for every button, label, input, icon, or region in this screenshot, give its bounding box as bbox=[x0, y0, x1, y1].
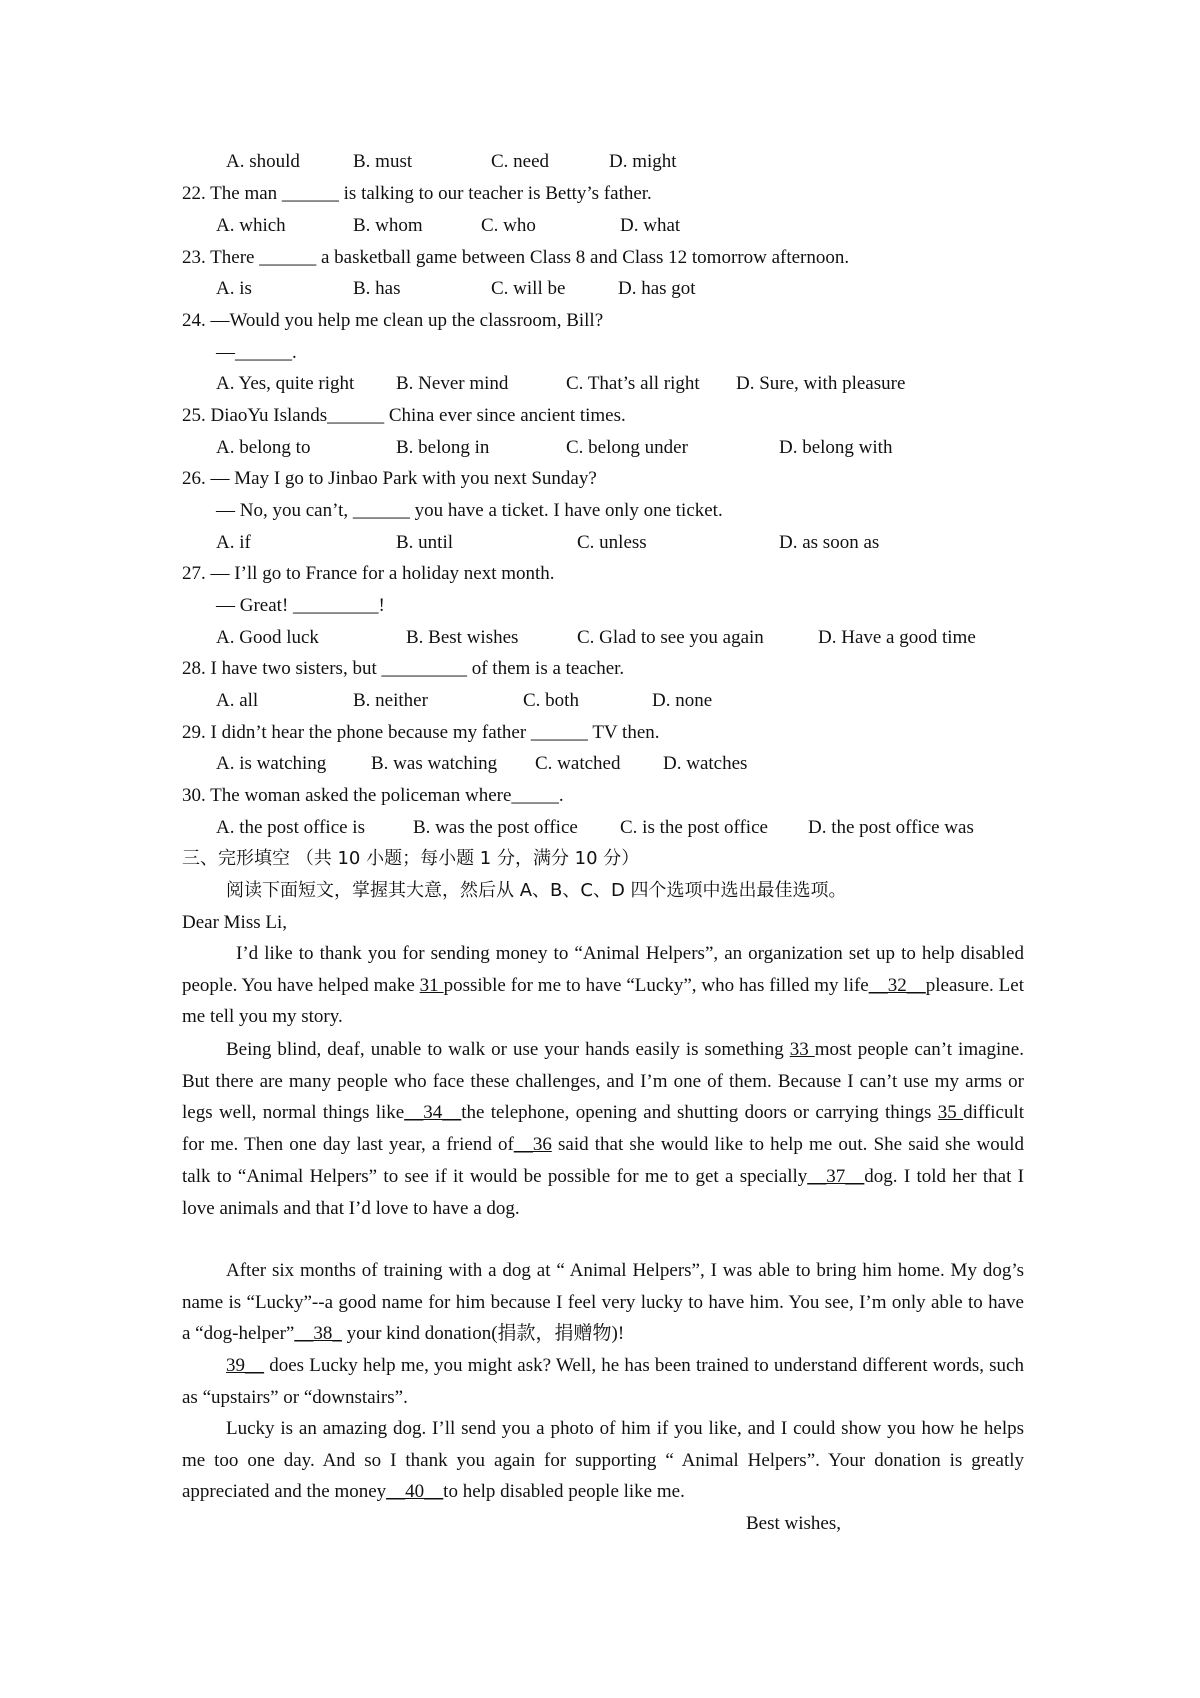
blank-34: __34__ bbox=[404, 1102, 462, 1124]
option-c: C. is the post office bbox=[620, 817, 768, 838]
option-a: A. Yes, quite right bbox=[216, 373, 355, 394]
blank-31: 31 bbox=[419, 974, 444, 996]
option-a: A. the post office is bbox=[216, 817, 365, 838]
q21-option-d: D. might bbox=[609, 151, 677, 172]
option-d: D. what bbox=[620, 215, 681, 236]
letter-greeting: Dear Miss Li, bbox=[182, 912, 288, 933]
section-heading: 三、完形填空 （共 10 小题；每小题 1 分，满分 10 分） bbox=[182, 848, 640, 869]
question-stem: 25. DiaoYu Islands______ China ever since ancient times. bbox=[182, 405, 626, 426]
q21-option-b: B. must bbox=[353, 151, 413, 172]
option-d: D. has got bbox=[618, 278, 696, 299]
option-d: D. belong with bbox=[779, 437, 893, 458]
question-stem: 22. The man ______ is talking to our teacher is Betty’s father. bbox=[182, 183, 652, 204]
option-a: A. which bbox=[216, 215, 286, 236]
question-stem: 30. The woman asked the policeman where_____. bbox=[182, 785, 564, 806]
letter-paragraph-1: I’d like to thank you for sending money to “Animal Helpers”, an organization set up to help disabled people. You have helped make 31 possible for me to have “Lucky”, who has filled my life__32__pleasure. Let me tell you my story. bbox=[182, 943, 1024, 1028]
letter-paragraph-2: Being blind, deaf, unable to walk or use your hands easily is something 33 most people can’t imagine. But there are many people who face these challenges, and I’m one of them. Because I can’t use my arms or legs well, normal things like__34__the telephone, opening and shutting doors or carrying things 35 difficult for me. Then one day last year, a friend of__36 said that she would like to help me out. She said she would talk to “Animal Helpers” to see if it would be possible for me to get a specially__37__dog. I told her that I love animals and that I’d love to have a dog. bbox=[182, 1039, 1025, 1219]
blank-37: __37__ bbox=[807, 1165, 865, 1187]
option-c: C. will be bbox=[491, 278, 566, 299]
option-b: B. until bbox=[396, 532, 454, 553]
question-stem: 28. I have two sisters, but _________ of them is a teacher. bbox=[182, 658, 625, 679]
option-b: B. Best wishes bbox=[406, 627, 519, 648]
option-d: D. Sure, with pleasure bbox=[736, 373, 906, 394]
option-c: C. both bbox=[523, 690, 579, 711]
blank-35: 35 bbox=[937, 1102, 964, 1124]
question-stem: 26. — May I go to Jinbao Park with you next Sunday? bbox=[182, 468, 597, 489]
option-b: B. has bbox=[353, 278, 401, 299]
option-c: C. belong under bbox=[566, 437, 688, 458]
blank-33: 33 bbox=[789, 1039, 815, 1060]
option-c: C. unless bbox=[577, 532, 647, 553]
question-stem: 23. There ______ a basketball game between Class 8 and Class 12 tomorrow afternoon. bbox=[182, 247, 850, 268]
option-c: C. watched bbox=[535, 753, 621, 774]
option-d: D. watches bbox=[663, 753, 748, 774]
option-b: B. whom bbox=[353, 215, 423, 236]
blank-39: 39__ bbox=[226, 1355, 264, 1376]
question-stem: 29. I didn’t hear the phone because my father ______ TV then. bbox=[182, 722, 660, 743]
letter-closing: Best wishes, bbox=[746, 1513, 841, 1534]
option-d: D. none bbox=[652, 690, 713, 711]
option-c: C. That’s all right bbox=[566, 373, 700, 394]
q21-option-c: C. need bbox=[491, 151, 550, 172]
option-a: A. if bbox=[216, 532, 251, 553]
blank-38: __38_ bbox=[294, 1323, 342, 1345]
answer-line: —______. bbox=[216, 342, 297, 363]
option-b: B. neither bbox=[353, 690, 428, 711]
answer-line: — No, you can’t, ______ you have a ticket. I have only one ticket. bbox=[216, 500, 723, 521]
option-a: A. Good luck bbox=[216, 627, 319, 648]
letter-paragraph-5: Lucky is an amazing dog. I’ll send you a photo of him if you like, and I could show you how he helps me too one day. And so I thank you again for supporting “ Animal Helpers”. Your donation is greatly appreciated and the money__40__to help disabled people like me. bbox=[182, 1418, 1024, 1503]
option-a: A. is watching bbox=[216, 753, 327, 774]
letter-paragraph-3: After six months of training with a dog at “ Animal Helpers”, I was able to bring him home. My dog’s name is “Lucky”--a good name for him because I feel very lucky to have him. You see, I’m only able to have a “dog-helper”__38_ your kind donation(捐款，捐赠物)! bbox=[182, 1260, 1024, 1345]
blank-32: __32__ bbox=[868, 974, 926, 996]
option-d: D. as soon as bbox=[779, 532, 880, 553]
question-stem: 27. — I’ll go to France for a holiday next month. bbox=[182, 563, 555, 584]
option-b: B. belong in bbox=[396, 437, 490, 458]
option-d: D. Have a good time bbox=[818, 627, 976, 648]
blank-40: __40__ bbox=[386, 1481, 444, 1503]
letter-paragraph-4: 39__ does Lucky help me, you might ask? Well, he has been trained to understand different words, such as “upstairs” or “downstairs”. bbox=[182, 1355, 1024, 1408]
option-a: A. is bbox=[216, 278, 252, 299]
answer-line: — Great! _________! bbox=[216, 595, 385, 616]
section-instruction: 阅读下面短文，掌握其大意，然后从 A、B、C、D 四个选项中选出最佳选项。 bbox=[226, 880, 847, 901]
option-c: C. who bbox=[481, 215, 536, 236]
option-b: B. was watching bbox=[371, 753, 498, 774]
option-a: A. belong to bbox=[216, 437, 311, 458]
blank-36: __36 bbox=[513, 1134, 552, 1156]
question-stem: 24. —Would you help me clean up the classroom, Bill? bbox=[182, 310, 604, 331]
q21-option-a: A. should bbox=[226, 151, 300, 172]
option-c: C. Glad to see you again bbox=[577, 627, 764, 648]
option-b: B. was the post office bbox=[413, 817, 578, 838]
option-d: D. the post office was bbox=[808, 817, 974, 838]
option-a: A. all bbox=[216, 690, 259, 711]
option-b: B. Never mind bbox=[396, 373, 509, 394]
